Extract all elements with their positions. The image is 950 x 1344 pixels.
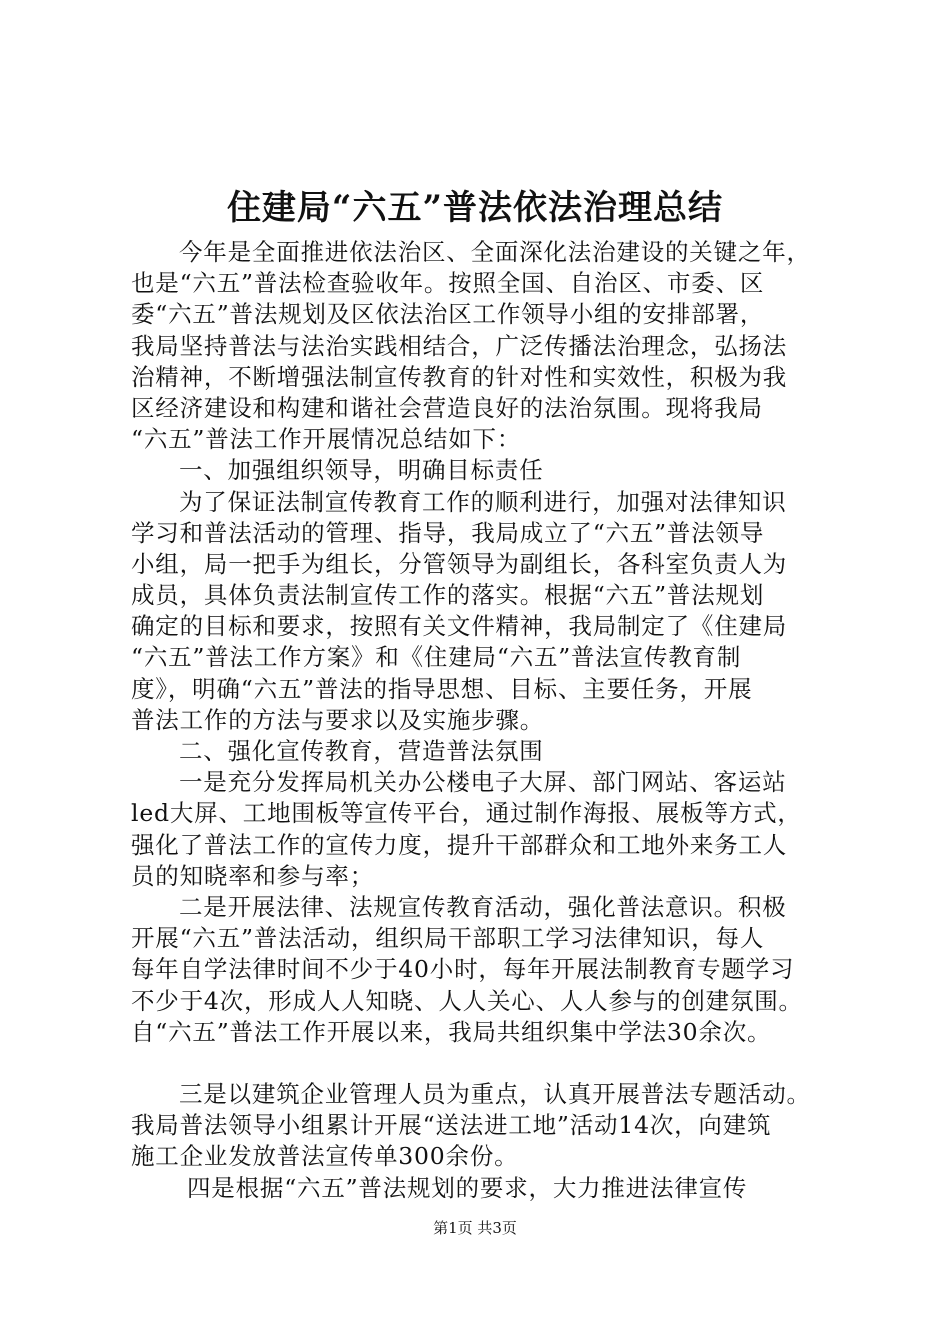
paragraph-line: 员的知晓率和参与率； (131, 861, 374, 890)
document-title: 住建局“六五”普法依法治理总结 (226, 188, 724, 228)
paragraph-line: 我局普法领导小组累计开展“送法进工地”活动14次，向建筑 (131, 1111, 772, 1140)
paragraph-line: 普法工作的方法与要求以及实施步骤。 (131, 705, 545, 734)
paragraph-line: 开展“六五”普法活动，组织局干部职工学习法律知识，每人 (131, 924, 765, 953)
paragraph-line: 为了保证法制宣传教育工作的顺利进行，加强对法律知识 (179, 487, 787, 516)
paragraph-line: 治精神，不断增强法制宣传教育的针对性和实效性，积极为我 (131, 362, 788, 391)
paragraph-line: 委“六五”普法规划及区依法治区工作领导小组的安排部署， (131, 300, 765, 329)
paragraph-line: 今年是全面推进依法治区、全面深化法治建设的关键之年， (179, 238, 811, 266)
paragraph-line: 确定的目标和要求，按照有关文件精神，我局制定了《住建局 (131, 612, 788, 641)
paragraph-line: 一是充分发挥局机关办公楼电子大屏、部门网站、客运站 (179, 768, 787, 797)
paragraph-line: 区经济建设和构建和谐社会营造良好的法治氛围。现将我局 (131, 393, 763, 422)
paragraph-line: “六五”普法工作方案》和《住建局“六五”普法宣传教育制 (131, 643, 742, 672)
document-body (131, 237, 851, 1204)
paragraph-line: 小组，局一把手为组长，分管领导为副组长，各科室负责人为 (131, 549, 788, 578)
paragraph-line: 也是“六五”普法检查验收年。按照全国、自治区、市委、区 (131, 269, 765, 298)
paragraph-line: 不少于4次，形成人人知晓、人人关心、人人参与的创建氛围。 (131, 986, 803, 1015)
paragraph-line: 度》，明确“六五”普法的指导思想、目标、主要任务，开展 (131, 674, 753, 703)
paragraph-line: 成员，具体负责法制宣传工作的落实。根据“六五”普法规划 (131, 581, 765, 610)
section-heading: 一、加强组织领导，明确目标责任 (179, 456, 544, 485)
paragraph-line: 二是开展法律、法规宣传教育活动，强化普法意识。积极 (179, 892, 787, 921)
paragraph-line: 每年自学法律时间不少于40小时，每年开展法制教育专题学习 (131, 955, 795, 984)
paragraph-line: 三是以建筑企业管理人员为重点，认真开展普法专题活动。 (179, 1080, 811, 1109)
paragraph-line: 施工企业发放普法宣传单300余份。 (131, 1142, 519, 1171)
paragraph-line: 四是根据“六五”普法规划的要求，大力推进法律宣传 (187, 1173, 748, 1202)
paragraph-line: led大屏、工地围板等宣传平台，通过制作海报、展板等方式， (131, 799, 802, 828)
paragraph-line: 强化了普法工作的宣传力度，提升干部群众和工地外来务工人 (131, 830, 788, 859)
paragraph-line: “六五”普法工作开展情况总结如下： (131, 425, 522, 454)
page-footer: 第1页 共3页 (433, 1219, 517, 1237)
paragraph-line: 自“六五”普法工作开展以来，我局共组织集中学法30余次。 (131, 1017, 772, 1046)
section-heading: 二、强化宣传教育，营造普法氛围 (179, 737, 544, 765)
paragraph-gap (131, 1048, 851, 1079)
paragraph-line: 学习和普法活动的管理、指导，我局成立了“六五”普法领导 (131, 518, 765, 547)
paragraph-line: 我局坚持普法与法治实践相结合，广泛传播法治理念，弘扬法 (131, 331, 788, 360)
